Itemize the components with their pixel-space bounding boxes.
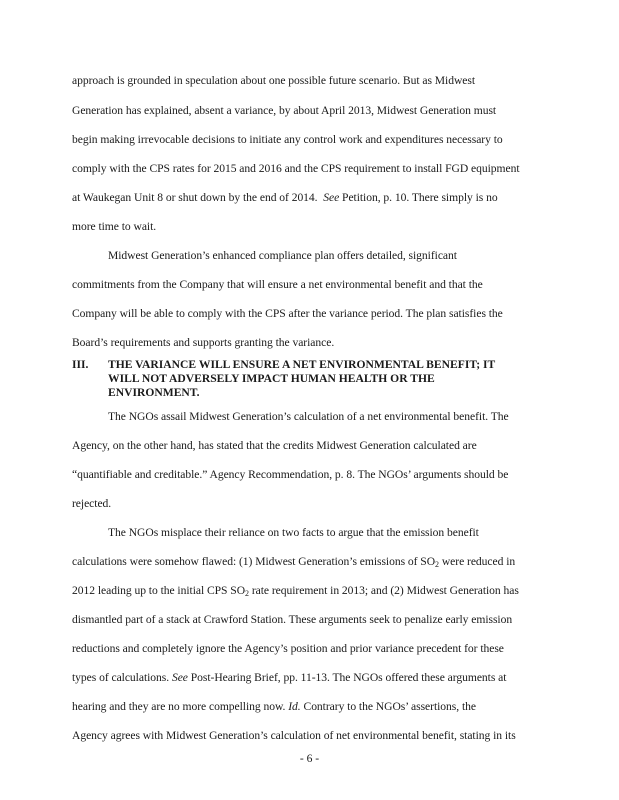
text-line <box>72 584 519 598</box>
text-line <box>72 671 506 685</box>
text-line <box>72 191 498 205</box>
subscript: 2 <box>245 589 249 598</box>
section-heading-line: THE VARIANCE WILL ENSURE A NET ENVIRONMENTAL BENEFIT; IT <box>108 358 496 371</box>
text-segment: Contrary to the NGOs’ assertions, the <box>300 700 476 713</box>
citation-signal: Id. <box>288 700 301 713</box>
text-line: Agency agrees with Midwest Generation’s calculation of net environmental benefit, stating in its <box>72 729 516 742</box>
text-line: reductions and completely ignore the Agency’s position and prior variance precedent for these <box>72 642 504 655</box>
text-segment: types of calculations. <box>72 671 172 684</box>
text-line: “quantifiable and creditable.” Agency Recommendation, p. 8. The NGOs’ arguments should be <box>72 468 509 481</box>
citation-signal: See <box>323 191 340 204</box>
text-segment: hearing and they are no more compelling now. <box>72 700 289 713</box>
text-segment: Petition, p. 10. There simply is no <box>342 191 498 204</box>
text-line <box>72 700 476 714</box>
text-line: begin making irrevocable decisions to initiate any control work and expenditures necessary to <box>72 133 503 146</box>
subscript: 2 <box>435 560 439 569</box>
section-heading-line: ENVIRONMENT. <box>108 386 200 399</box>
text-segment: were reduced in <box>439 555 516 568</box>
text-line <box>72 555 515 569</box>
text-line: approach is grounded in speculation about one possible future scenario. But as Midwest <box>72 74 475 87</box>
text-line: Board’s requirements and supports granting the variance. <box>72 336 335 349</box>
text-segment: Post-Hearing Brief, pp. 11-13. The NGOs offered these arguments at <box>187 671 507 684</box>
text-line: rejected. <box>72 497 112 510</box>
text-segment: at Waukegan Unit 8 or shut down by the end of 2014. <box>72 191 318 204</box>
text-line: Midwest Generation’s enhanced compliance plan offers detailed, significant <box>108 249 457 262</box>
text-line: The NGOs assail Midwest Generation’s calculation of a net environmental benefit. The <box>108 410 509 423</box>
citation-signal: See <box>171 671 188 684</box>
section-heading-line: WILL NOT ADVERSELY IMPACT HUMAN HEALTH OR THE <box>108 372 435 385</box>
text-line: more time to wait. <box>72 220 157 233</box>
text-line: The NGOs misplace their reliance on two facts to argue that the emission benefit <box>108 526 479 539</box>
page-number: - 6 - <box>299 752 320 765</box>
text-segment: rate requirement in 2013; and (2) Midwest Generation has <box>248 584 519 597</box>
text-line: Agency, on the other hand, has stated that the credits Midwest Generation calculated are <box>72 439 477 452</box>
text-line: Generation has explained, absent a variance, by about April 2013, Midwest Generation must <box>72 104 497 117</box>
text-segment: calculations were somehow flawed: (1) Midwest Generation’s emissions of SO <box>72 555 436 568</box>
text-line: commitments from the Company that will ensure a net environmental benefit and that the <box>72 278 483 291</box>
text-line: dismantled part of a stack at Crawford Station. These arguments seek to penalize early emission <box>72 613 513 626</box>
text-segment: 2012 leading up to the initial CPS SO <box>72 584 246 597</box>
section-number: III. <box>72 358 89 371</box>
text-line: comply with the CPS rates for 2015 and 2016 and the CPS requirement to install FGD equipment <box>72 162 520 175</box>
text-line: Company will be able to comply with the CPS after the variance period. The plan satisfies the <box>72 307 503 320</box>
